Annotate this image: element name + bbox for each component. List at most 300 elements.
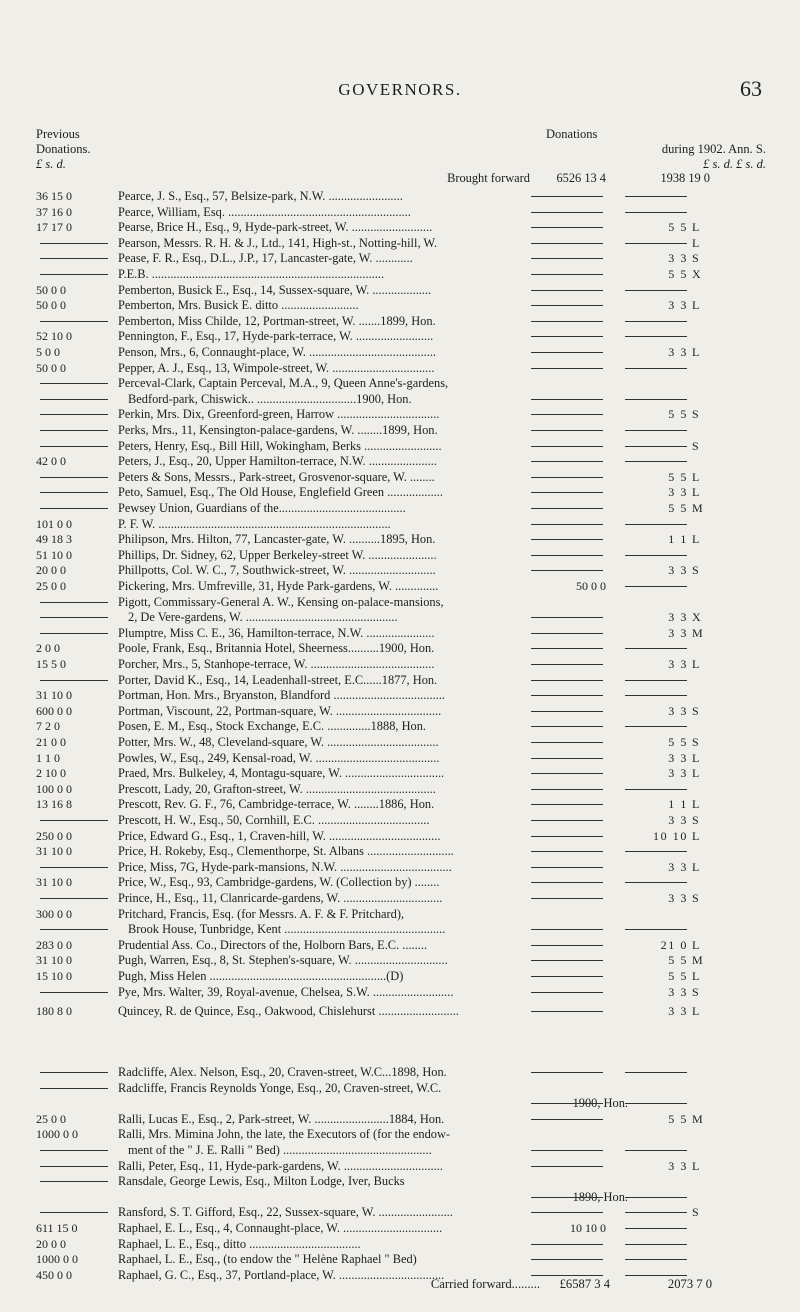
- carried-forward-annual: 2073 7 0: [667, 1277, 712, 1291]
- donation-dash: [531, 992, 603, 993]
- class-letter: M: [692, 625, 703, 640]
- prev-dash: [40, 820, 108, 821]
- annual-dash: [625, 680, 687, 681]
- annual-subscription: 3 3: [668, 345, 688, 359]
- annual-dash: [625, 1259, 687, 1260]
- previous-donation: 50 0 0: [36, 298, 66, 313]
- subscriber-name: Pemberton, Busick E., Esq., 14, Sussex-square, W. ...................: [118, 282, 432, 297]
- subscriber-name: Posen, E. M., Esq., Stock Exchange, E.C. ..............1888, Hon.: [118, 719, 427, 734]
- previous-donation: 2 0 0: [36, 641, 60, 656]
- subscriber-name: Poole, Frank, Esq., Britannia Hotel, Sheerness..........1900, Hon.: [118, 641, 435, 656]
- subscriber-name: Prescott, Rev. G. F., 76, Cambridge-terrace, W. ........1886, Hon.: [118, 797, 435, 812]
- class-letter: L: [692, 1004, 700, 1018]
- page-number: 63: [740, 76, 762, 101]
- subscriber-name: Ralli, Mrs. Mimina John, the late, the Executors of (for the endow-: [118, 1127, 451, 1142]
- annual-subscription: 5 5: [668, 407, 688, 422]
- prev-dash: [40, 1166, 108, 1167]
- donation-dash: [531, 352, 603, 353]
- annual-dash: [625, 430, 687, 431]
- right-header-line: Donations: [546, 127, 598, 141]
- previous-donation: 7 2 0: [36, 719, 60, 734]
- donation-dash: [531, 539, 603, 540]
- class-letter: S: [692, 891, 699, 905]
- subscriber-name: Pease, F. R., Esq., D.L., J.P., 17, Lancaster-gate, W. ............: [118, 251, 413, 266]
- subscriber-name: Pickering, Mrs. Umfreville, 31, Hyde Park-gardens, W. ..............: [118, 579, 439, 593]
- annual-dash: [625, 336, 687, 337]
- subscriber-name: Pepper, A. J., Esq., 13, Wimpole-street, W. .................................: [118, 360, 435, 375]
- subscriber-name: 2, De Vere-gardens, W. .................................................: [128, 610, 398, 625]
- annual-dash: [625, 196, 687, 197]
- subscriber-name: Prescott, Lady, 20, Grafton-street, W. ..........................................: [118, 781, 436, 796]
- prev-dash: [40, 1072, 108, 1073]
- class-letter: X: [692, 267, 701, 281]
- donation-dash: [531, 726, 603, 727]
- subscriber-name: Radcliffe, Alex. Nelson, Esq., 20, Craven-street, W.C...1898, Hon.: [118, 1065, 447, 1079]
- subscriber-name: Prescott, H. W., Esq., 50, Cornhill, E.C. ....................................: [118, 813, 430, 827]
- annual-dash: [625, 1150, 687, 1151]
- donation-dash: [531, 867, 603, 868]
- donation-dash: [531, 227, 603, 228]
- previous-donation: 20 0 0: [36, 563, 66, 578]
- annual-dash: [625, 695, 687, 696]
- page-title: GOVERNORS.: [338, 80, 462, 99]
- prev-dash: [40, 602, 108, 603]
- subscriber-name: Pearse, Brice H., Esq., 9, Hyde-park-street, W. ..........................: [118, 220, 433, 235]
- subscriber-name: Portman, Viscount, 22, Portman-square, W. ..................................: [118, 703, 442, 718]
- annual-dash: [625, 290, 687, 291]
- donation-dash: [531, 243, 603, 244]
- donation-dash: [531, 336, 603, 337]
- annual-dash: [625, 368, 687, 369]
- annual-subscription: 5 5: [668, 501, 688, 515]
- donation-dash: [531, 929, 603, 930]
- class-letter: M: [692, 953, 703, 968]
- left-column-header: [36, 127, 91, 172]
- previous-donation: 5 0 0: [36, 345, 60, 359]
- previous-donation: 49 18 3: [36, 532, 72, 547]
- prev-dash: [40, 898, 108, 899]
- class-letter: L: [692, 469, 700, 484]
- class-letter: L: [692, 298, 700, 313]
- previous-donation: 42 0 0: [36, 454, 66, 469]
- donation-dash: [531, 1011, 603, 1012]
- donation-dash: [531, 664, 603, 665]
- annual-subscription: 3 3: [668, 625, 688, 640]
- previous-donation: 1000 0 0: [36, 1127, 78, 1142]
- subscriber-name: Pemberton, Miss Childe, 12, Portman-street, W. .......1899, Hon.: [118, 313, 436, 328]
- subscriber-name: Porter, David K., Esq., 14, Leadenhall-street, E.C......1877, Hon.: [118, 672, 438, 687]
- annual-dash: [625, 648, 687, 649]
- subscriber-name: Brook House, Tunbridge, Kent ....................................................: [128, 922, 446, 937]
- annual-subscription: 3 3: [668, 657, 688, 671]
- subscriber-name: P. F. W. ...........................................................................: [118, 516, 391, 531]
- class-letter: S: [692, 735, 699, 749]
- annual-dash: [625, 1103, 687, 1104]
- subscriber-name: Porcher, Mrs., 5, Stanhope-terrace, W. ........................................: [118, 657, 435, 671]
- previous-donation: 101 0 0: [36, 516, 72, 531]
- annual-dash: [625, 789, 687, 790]
- previous-donation: 450 0 0: [36, 1267, 72, 1282]
- prev-dash: [40, 992, 108, 993]
- annual-subscription: 3 3: [668, 563, 688, 578]
- class-letter: L: [692, 657, 700, 671]
- donation-dash: [531, 773, 603, 774]
- annual-dash: [625, 446, 687, 447]
- class-letter: M: [692, 1111, 703, 1126]
- subscriber-name: Philipson, Mrs. Hilton, 77, Lancaster-gate, W. ..........1895, Hon.: [118, 532, 436, 547]
- annual-subscription: 3 3: [668, 766, 688, 781]
- annual-subscription: 3 3: [668, 1004, 688, 1018]
- left-header-line: Previous: [36, 127, 80, 141]
- annual-subscription: 3 3: [668, 1158, 688, 1173]
- annual-subscription: 3 3: [668, 859, 688, 874]
- donation-dash: [531, 711, 603, 712]
- subscriber-name: 1900, Hon.: [572, 1096, 628, 1111]
- annual-subscription: 5 5: [668, 220, 688, 235]
- class-letter: L: [692, 969, 700, 983]
- previous-donation: 31 10 0: [36, 844, 72, 859]
- subscriber-name: Phillips, Dr. Sidney, 62, Upper Berkeley-street W. ......................: [118, 547, 437, 562]
- class-letter: L: [692, 235, 700, 250]
- donation-dash: [531, 1119, 603, 1120]
- donation-dash: [531, 898, 603, 899]
- donation-dash: [531, 851, 603, 852]
- class-letter: S: [692, 251, 699, 266]
- prev-dash: [40, 383, 108, 384]
- prev-dash: [40, 492, 108, 493]
- previous-donation: 611 15 0: [36, 1221, 78, 1235]
- previous-donation: 250 0 0: [36, 828, 72, 843]
- subscriber-name: Price, Miss, 7G, Hyde-park-mansions, N.W. ....................................: [118, 859, 452, 874]
- previous-donation: 36 15 0: [36, 189, 72, 203]
- class-letter: L: [692, 485, 700, 500]
- annual-dash: [625, 1275, 687, 1276]
- previous-donation: 31 10 0: [36, 953, 72, 968]
- donation-dash: [531, 1150, 603, 1151]
- previous-donation: 17 17 0: [36, 220, 72, 235]
- subscriber-name: Portman, Hon. Mrs., Bryanston, Blandford ....................................: [118, 688, 445, 703]
- donation-dash: [531, 1275, 603, 1276]
- annual-subscription: 3 3: [668, 485, 688, 500]
- annual-dash: [625, 461, 687, 462]
- annual-subscription: 5 5: [668, 267, 688, 281]
- class-letter: S: [692, 703, 699, 718]
- class-letter: S: [692, 407, 699, 422]
- annual-subscription: 3 3: [668, 251, 688, 266]
- annual-dash: [625, 882, 687, 883]
- annual-dash: [625, 555, 687, 556]
- subscriber-name: Pye, Mrs. Walter, 39, Royal-avenue, Chelsea, S.W. ..........................: [118, 984, 454, 999]
- annual-subscription: 5 5: [668, 953, 688, 968]
- annual-subscription: 3 3: [668, 610, 688, 625]
- subscriber-name: Pritchard, Francis, Esq. (for Messrs. A. F. & F. Pritchard),: [118, 906, 405, 921]
- carried-forward-amount: £6587 3 4: [559, 1277, 610, 1291]
- subscriber-name: Praed, Mrs. Bulkeley, 4, Montagu-square, W. ................................: [118, 766, 445, 781]
- donation-dash: [531, 212, 603, 213]
- subscriber-name: Peters, Henry, Esq., Bill Hill, Wokingham, Berks .........................: [118, 438, 442, 453]
- prev-dash: [40, 633, 108, 634]
- subscriber-name: Perceval-Clark, Captain Perceval, M.A., 9, Queen Anne's-gardens,: [118, 376, 449, 391]
- annual-dash: [625, 524, 687, 525]
- donation-dash: [531, 633, 603, 634]
- donation-dash: [531, 758, 603, 759]
- subscriber-name: Quincey, R. de Quince, Esq., Oakwood, Chislehurst ..........................: [118, 1004, 459, 1018]
- class-letter: M: [692, 501, 703, 515]
- annual-subscription: 21 0: [660, 937, 688, 952]
- subscriber-name: Pugh, Warren, Esq., 8, St. Stephen's-square, W. ..............................: [118, 953, 448, 968]
- donation-dash: [531, 789, 603, 790]
- previous-donation: 31 10 0: [36, 875, 72, 890]
- subscriber-name: Pewsey Union, Guardians of the.........................................: [118, 501, 406, 515]
- previous-donation: 600 0 0: [36, 703, 72, 718]
- annual-subscription: 5 5: [668, 1111, 688, 1126]
- donation-dash: [531, 836, 603, 837]
- donation-dash: [531, 461, 603, 462]
- brought-forward-amount: 6526 13 4: [556, 171, 606, 185]
- donation-dash: [531, 617, 603, 618]
- prev-dash: [40, 274, 108, 275]
- subscriber-name: Pigott, Commissary-General A. W., Kensing on-palace-mansions,: [118, 594, 444, 609]
- previous-donation: 180 8 0: [36, 1004, 72, 1018]
- prev-dash: [40, 1212, 108, 1213]
- annual-dash: [625, 1212, 687, 1213]
- donation-dash: [531, 1103, 603, 1104]
- brought-forward-annual: 1938 19 0: [660, 171, 710, 185]
- subscriber-name: 1890, Hon.: [572, 1189, 628, 1204]
- donation-dash: [531, 492, 603, 493]
- prev-dash: [40, 1150, 108, 1151]
- annual-dash: [625, 929, 687, 930]
- annual-subscription: 10 10: [653, 828, 688, 843]
- prev-dash: [40, 446, 108, 447]
- donation-dash: [531, 399, 603, 400]
- subscriber-name: Ralli, Lucas E., Esq., 2, Park-street, W. ........................1884, Hon.: [118, 1111, 445, 1126]
- annual-dash: [625, 1228, 687, 1229]
- donation-dash: [531, 804, 603, 805]
- annual-dash: [625, 321, 687, 322]
- class-letter: X: [692, 610, 701, 625]
- prev-dash: [40, 243, 108, 244]
- donation-dash: [531, 508, 603, 509]
- previous-donation: 31 10 0: [36, 688, 72, 703]
- subscriber-name: Ralli, Peter, Esq., 11, Hyde-park-gardens, W. ................................: [118, 1158, 443, 1173]
- prev-dash: [40, 477, 108, 478]
- donation-dash: [531, 524, 603, 525]
- class-letter: L: [692, 532, 700, 547]
- annual-dash: [625, 1197, 687, 1198]
- class-letter: S: [692, 813, 699, 827]
- previous-donation: 25 0 0: [36, 1111, 66, 1126]
- subscriber-name: Pearce, William, Esq. ...........................................................: [118, 204, 411, 219]
- subscriber-name: Price, H. Rokeby, Esq., Clementhorpe, St. Albans ............................: [118, 844, 454, 859]
- subscriber-name: Raphael, L. E., Esq., ditto ....................................: [118, 1236, 361, 1251]
- class-letter: L: [692, 766, 700, 781]
- class-letter: L: [692, 937, 700, 952]
- donation-1902: 10 10 0: [570, 1221, 606, 1235]
- prev-dash: [40, 399, 108, 400]
- class-letter: S: [692, 1205, 699, 1220]
- previous-donation: 2 10 0: [36, 766, 66, 781]
- donation-dash: [531, 648, 603, 649]
- donation-dash: [531, 570, 603, 571]
- subscriber-name: Peto, Samuel, Esq., The Old House, Englefield Green ..................: [118, 485, 443, 500]
- annual-subscription: 3 3: [668, 750, 688, 765]
- previous-donation: 13 16 8: [36, 797, 72, 812]
- previous-donation: 50 0 0: [36, 282, 66, 297]
- prev-dash: [40, 414, 108, 415]
- subscriber-name: Pearson, Messrs. R. H. & J., Ltd., 141, High-st., Notting-hill, W.: [118, 235, 438, 250]
- prev-dash: [40, 680, 108, 681]
- brought-forward-label: Brought forward: [447, 171, 530, 185]
- right-column-header: [536, 127, 766, 172]
- prev-dash: [40, 1181, 108, 1182]
- subscriber-name: Price, Edward G., Esq., 1, Craven-hill, W. ....................................: [118, 828, 441, 843]
- previous-donation: 283 0 0: [36, 937, 72, 952]
- annual-dash: [625, 212, 687, 213]
- annual-subscription: 5 5: [668, 469, 688, 484]
- donation-dash: [531, 742, 603, 743]
- subscriber-name: Powles, W., Esq., 249, Kensal-road, W. ........................................: [118, 750, 440, 765]
- subscriber-name: Pennington, F., Esq., 17, Hyde-park-terrace, W. .........................: [118, 329, 434, 344]
- previous-donation: 52 10 0: [36, 329, 72, 344]
- class-letter: L: [692, 828, 700, 843]
- subscriber-name: Raphael, E. L., Esq., 4, Connaught-place, W. ................................: [118, 1221, 443, 1235]
- subscriber-name: Perks, Mrs., 11, Kensington-palace-gardens, W. ........1899, Hon.: [118, 423, 438, 437]
- donation-dash: [531, 960, 603, 961]
- donation-dash: [531, 945, 603, 946]
- subscriber-name: Phillpotts, Col. W. C., 7, Southwick-street, W. ............................: [118, 563, 436, 578]
- annual-subscription: 5 5: [668, 969, 688, 983]
- previous-donation: 1 1 0: [36, 750, 60, 765]
- annual-subscription: 3 3: [668, 813, 688, 827]
- annual-subscription: 3 3: [668, 298, 688, 313]
- annual-subscription: 3 3: [668, 703, 688, 718]
- subscriber-name: Penson, Mrs., 6, Connaught-place, W. .........................................: [118, 345, 437, 359]
- donation-dash: [531, 477, 603, 478]
- subscriber-name: Perkin, Mrs. Dix, Greenford-green, Harrow .................................: [118, 407, 440, 422]
- previous-donation: 100 0 0: [36, 781, 72, 796]
- subscriber-name: Peters & Sons, Messrs., Park-street, Grosvenor-square, W. ........: [118, 469, 435, 484]
- annual-subscription: 1 1: [668, 532, 688, 547]
- previous-donation: 21 0 0: [36, 735, 66, 749]
- carried-forward-label: Carried forward.........: [430, 1277, 540, 1291]
- annual-subscription: 5 5: [668, 735, 688, 749]
- subscriber-name: Plumptre, Miss C. E., 36, Hamilton-terrace, N.W. ......................: [118, 625, 435, 640]
- annual-dash: [625, 1244, 687, 1245]
- class-letter: L: [692, 220, 700, 235]
- annual-dash: [625, 851, 687, 852]
- donation-dash: [531, 305, 603, 306]
- prev-dash: [40, 929, 108, 930]
- prev-dash: [40, 321, 108, 322]
- donation-dash: [531, 274, 603, 275]
- donation-dash: [531, 882, 603, 883]
- subscriber-name: ment of the " J. E. Ralli " Bed) ................................................: [128, 1143, 432, 1157]
- class-letter: L: [692, 1158, 700, 1173]
- right-header-line: during 1902. Ann. S.: [661, 142, 766, 156]
- donation-dash: [531, 430, 603, 431]
- donation-dash: [531, 680, 603, 681]
- annual-dash: [625, 586, 687, 587]
- subscriber-name: Prudential Ass. Co., Directors of the, Holborn Bars, E.C. ........: [118, 937, 428, 952]
- subscriber-name: Ransdale, George Lewis, Esq., Milton Lodge, Iver, Bucks: [118, 1174, 405, 1189]
- donation-dash: [531, 976, 603, 977]
- annual-subscription: 3 3: [668, 891, 688, 905]
- class-letter: S: [692, 984, 699, 999]
- donation-dash: [531, 1259, 603, 1260]
- prev-dash: [40, 867, 108, 868]
- donation-dash: [531, 695, 603, 696]
- subscriber-name: Potter, Mrs. W., 48, Cleveland-square, W. ....................................: [118, 735, 439, 749]
- left-header-line: £ s. d.: [36, 157, 66, 171]
- prev-dash: [40, 258, 108, 259]
- previous-donation: 15 5 0: [36, 657, 66, 671]
- donation-dash: [531, 1244, 603, 1245]
- class-letter: L: [692, 797, 700, 812]
- class-letter: S: [692, 438, 699, 453]
- annual-dash: [625, 1072, 687, 1073]
- donation-dash: [531, 820, 603, 821]
- annual-dash: [625, 243, 687, 244]
- donation-dash: [531, 1197, 603, 1198]
- subscriber-name: Pemberton, Mrs. Busick E. ditto .........................: [118, 298, 359, 313]
- previous-donation: 20 0 0: [36, 1236, 66, 1251]
- subscriber-name: Ransford, S. T. Gifford, Esq., 22, Sussex-square, W. ........................: [118, 1205, 453, 1220]
- prev-dash: [40, 508, 108, 509]
- donation-dash: [531, 1166, 603, 1167]
- subscriber-name: Radcliffe, Francis Reynolds Yonge, Esq., 20, Craven-street, W.C.: [118, 1080, 442, 1095]
- donation-1902: 50 0 0: [576, 579, 606, 593]
- previous-donation: 300 0 0: [36, 906, 72, 921]
- previous-donation: 51 10 0: [36, 547, 72, 562]
- donation-dash: [531, 414, 603, 415]
- subscriber-name: Pugh, Miss Helen .........................................................(D): [118, 969, 404, 983]
- previous-donation: 25 0 0: [36, 579, 66, 593]
- class-letter: L: [692, 859, 700, 874]
- donation-dash: [531, 446, 603, 447]
- donation-dash: [531, 290, 603, 291]
- subscriber-name: Raphael, G. C., Esq., 37, Portland-place, W. ..................................: [118, 1267, 445, 1282]
- donation-dash: [531, 321, 603, 322]
- previous-donation: 50 0 0: [36, 360, 66, 375]
- subscriber-name: Raphael, L. E., Esq., (to endow the " Helène Raphael " Bed): [118, 1252, 417, 1267]
- donation-dash: [531, 555, 603, 556]
- annual-dash: [625, 399, 687, 400]
- donation-dash: [531, 1072, 603, 1073]
- donation-dash: [531, 368, 603, 369]
- right-header-line: £ s. d. £ s. d.: [703, 157, 766, 171]
- prev-dash: [40, 430, 108, 431]
- subscriber-name: Price, W., Esq., 93, Cambridge-gardens, W. (Collection by) ........: [118, 875, 440, 890]
- donation-dash: [531, 1212, 603, 1213]
- class-letter: L: [692, 750, 700, 765]
- class-letter: L: [692, 345, 700, 359]
- annual-subscription: 3 3: [668, 984, 688, 999]
- prev-dash: [40, 1088, 108, 1089]
- previous-donation: 37 16 0: [36, 204, 72, 219]
- donation-dash: [531, 258, 603, 259]
- donation-dash: [531, 196, 603, 197]
- prev-dash: [40, 617, 108, 618]
- previous-donation: 15 10 0: [36, 969, 72, 983]
- subscriber-name: Peters, J., Esq., 20, Upper Hamilton-terrace, N.W. ......................: [118, 454, 437, 469]
- subscriber-name: P.E.B. ...........................................................................: [118, 267, 385, 281]
- class-letter: S: [692, 563, 699, 578]
- left-header-line: Donations.: [36, 142, 91, 156]
- annual-dash: [625, 726, 687, 727]
- subscriber-name: Prince, H., Esq., 11, Clanricarde-gardens, W. ................................: [118, 891, 443, 905]
- subscriber-name: Bedford-park, Chiswick.. ................................1900, Hon.: [128, 391, 412, 406]
